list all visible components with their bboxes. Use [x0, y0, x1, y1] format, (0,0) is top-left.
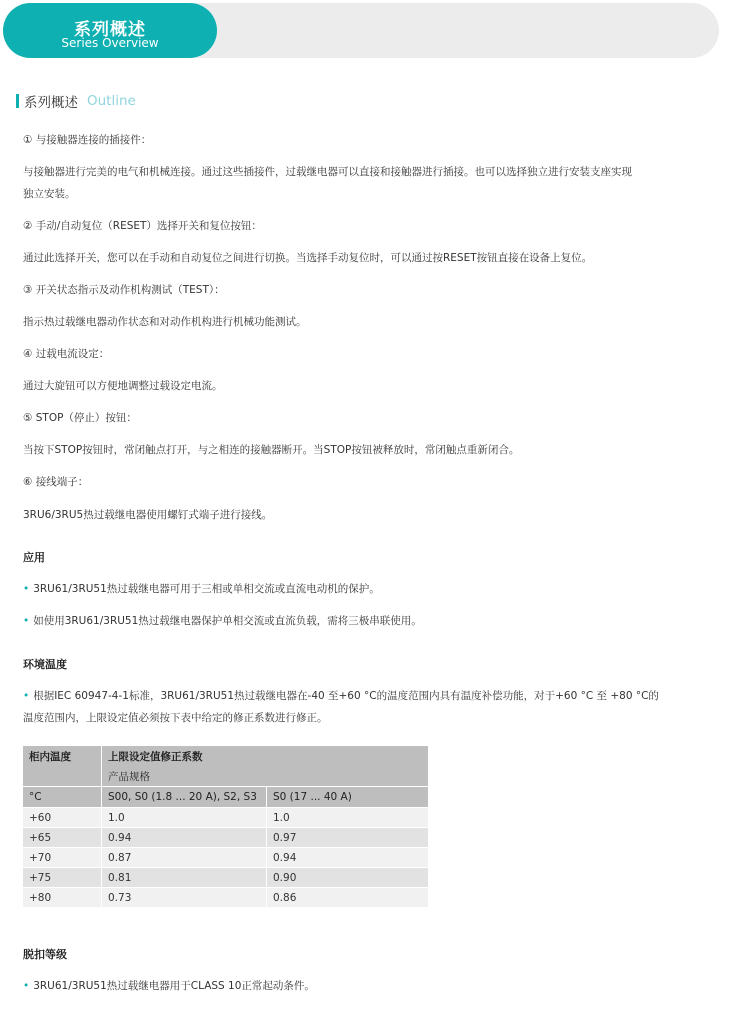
- th-col-s00-s3: S00, S0 (1.8 ... 20 A), S2, S3: [102, 787, 267, 808]
- section-title: [16, 93, 136, 109]
- cell-factor-1: 0.81: [102, 868, 267, 888]
- item-1-title: ① 与接触器连接的插接件：: [23, 134, 152, 146]
- item-1-desc-line-2: 独立安装。: [23, 188, 76, 200]
- table-row: [23, 848, 429, 868]
- item-3-desc: 指示热过载继电器动作状态和对动作机构进行机械功能测试。: [23, 316, 307, 328]
- trip-class-heading: 脱扣等级: [23, 948, 67, 961]
- table-row: [23, 888, 429, 908]
- cell-factor-1: 0.94: [102, 828, 267, 848]
- th-correction-factor: 上限设定值修正系数: [102, 746, 429, 767]
- correction-factor-table: [22, 745, 429, 908]
- environment-text-line-1: [23, 688, 659, 703]
- item-5-title: ⑤ STOP（停止）按钮：: [23, 412, 137, 424]
- application-bullet-1: [23, 581, 380, 596]
- application-bullet-1-text: 3RU61/3RU51热过载继电器可用于三相或单相交流或直流电动机的保护。: [33, 583, 380, 595]
- bullet-dot-icon: •: [23, 980, 30, 992]
- application-heading: 应用: [23, 551, 45, 564]
- cell-temp: +70: [23, 848, 102, 868]
- trip-class-bullet: [23, 978, 315, 993]
- item-1-desc-line-1: 与接触器进行完美的电气和机械连接。通过这些插接件，过载继电器可以直接和接触器进行插接。也可以选择独立进行安装支座实现: [23, 166, 632, 178]
- table-row: [23, 828, 429, 848]
- header-title-en: Series Overview: [61, 36, 159, 50]
- cell-temp: +80: [23, 888, 102, 908]
- item-6-desc: 3RU6/3RU5热过载继电器使用螺钉式端子进行接线。: [23, 509, 273, 521]
- application-bullet-2-text: 如使用3RU61/3RU51热过载继电器保护单相交流或直流负载，需将三极串联使用。: [33, 615, 422, 627]
- th-cabinet-temp: 柜内温度: [23, 746, 102, 787]
- trip-class-bullet-text: 3RU61/3RU51热过载继电器用于CLASS 10正常起动条件。: [33, 980, 315, 992]
- cell-factor-2: 1.0: [267, 808, 429, 828]
- header-title-cn: 系列概述: [74, 20, 146, 40]
- header-title-pill: [3, 3, 217, 58]
- bullet-dot-icon: •: [23, 690, 30, 702]
- item-4-desc: 通过大旋钮可以方便地调整过载设定电流。: [23, 380, 223, 392]
- item-5-desc: 当按下STOP按钮时，常闭触点打开，与之相连的接触器断开。当STOP按钮被释放时，常闭触点重新闭合。: [23, 444, 520, 456]
- environment-text-1: 根据IEC 60947-4-1标准，3RU61/3RU51热过载继电器在-40 至+60 °C的温度范围内具有温度补偿功能，对于+60 °C 至 +80 °C的: [33, 690, 659, 702]
- th-unit-celsius: °C: [23, 787, 102, 808]
- table-row: [23, 868, 429, 888]
- item-2-desc: 通过此选择开关，您可以在手动和自动复位之间进行切换。当选择手动复位时，可以通过按RESET按钮直接在设备上复位。: [23, 252, 593, 264]
- cell-factor-1: 0.87: [102, 848, 267, 868]
- cell-factor-2: 0.97: [267, 828, 429, 848]
- th-product-spec: 产品规格: [102, 767, 429, 787]
- cell-factor-2: 0.86: [267, 888, 429, 908]
- item-4-title: ④ 过载电流设定：: [23, 348, 110, 360]
- cell-factor-2: 0.90: [267, 868, 429, 888]
- section-title-bar: [16, 94, 19, 108]
- item-6-title: ⑥ 接线端子：: [23, 476, 89, 488]
- cell-factor-2: 0.94: [267, 848, 429, 868]
- environment-text-line-2: 温度范围内，上限设定值必须按下表中给定的修正系数进行修正。: [23, 712, 328, 724]
- application-bullet-2: [23, 613, 422, 628]
- cell-temp: +60: [23, 808, 102, 828]
- cell-factor-1: 0.73: [102, 888, 267, 908]
- cell-factor-1: 1.0: [102, 808, 267, 828]
- section-title-cn: 系列概述: [24, 95, 78, 111]
- environment-heading: 环境温度: [23, 658, 67, 671]
- section-title-en: Outline: [87, 93, 136, 109]
- cell-temp: +75: [23, 868, 102, 888]
- item-3-title: ③ 开关状态指示及动作机构测试（TEST）：: [23, 284, 225, 296]
- th-col-s0-17-40: S0 (17 ... 40 A): [267, 787, 429, 808]
- bullet-dot-icon: •: [23, 583, 30, 595]
- cell-temp: +65: [23, 828, 102, 848]
- bullet-dot-icon: •: [23, 615, 30, 627]
- table-row: [23, 808, 429, 828]
- item-2-title: ② 手动/自动复位（RESET）选择开关和复位按钮：: [23, 220, 262, 232]
